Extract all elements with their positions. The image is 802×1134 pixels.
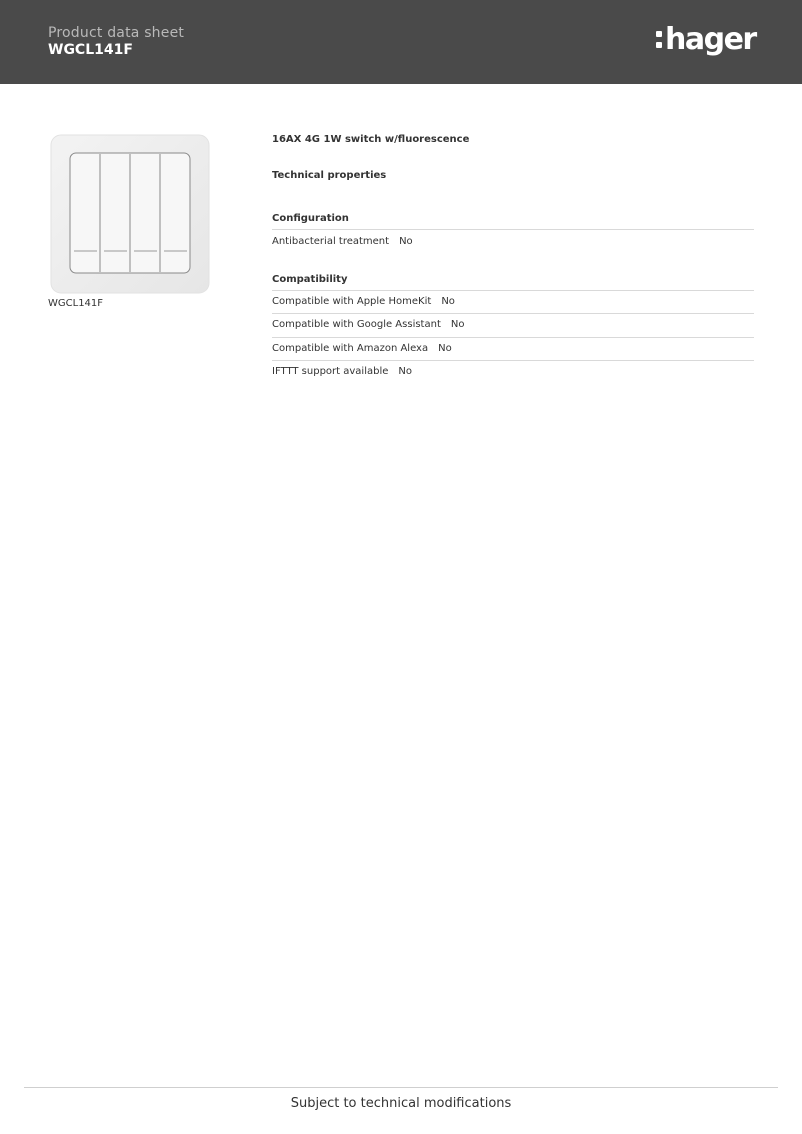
image-caption: WGCL141F (48, 298, 104, 309)
footer-divider (24, 1087, 778, 1088)
property-label: Compatible with Amazon Alexa (272, 343, 429, 354)
property-value: No (438, 343, 452, 354)
page-header (0, 0, 802, 84)
header-reference: WGCL141F (48, 42, 133, 58)
property-row (272, 366, 754, 388)
property-value: No (398, 366, 412, 377)
property-row (272, 343, 754, 361)
property-row (272, 236, 754, 258)
logo-colon-mark (656, 27, 662, 51)
property-value: No (450, 319, 465, 330)
property-row (272, 296, 754, 314)
property-value: No (399, 236, 413, 247)
product-title: 16AX 4G 1W switch w/fluorescence (272, 134, 470, 145)
property-value: No (441, 296, 455, 307)
logo-text: hager (665, 22, 756, 57)
footer-text: Subject to technical modifications (290, 1096, 512, 1111)
property-label: IFTTT support available (272, 366, 389, 377)
hager-logo (656, 20, 756, 60)
product-image (50, 134, 210, 294)
property-label: Compatible with Google Assistant (272, 319, 441, 330)
property-row (272, 319, 754, 338)
property-label: Antibacterial treatment (272, 236, 390, 247)
section-title: Technical properties (272, 170, 387, 181)
property-label: Compatible with Apple HomeKit (272, 296, 432, 307)
four-gang-switch-image (50, 134, 210, 294)
group-title-compatibility: Compatibility (272, 274, 754, 291)
group-title-configuration: Configuration (272, 213, 754, 230)
header-label: Product data sheet (48, 25, 185, 41)
